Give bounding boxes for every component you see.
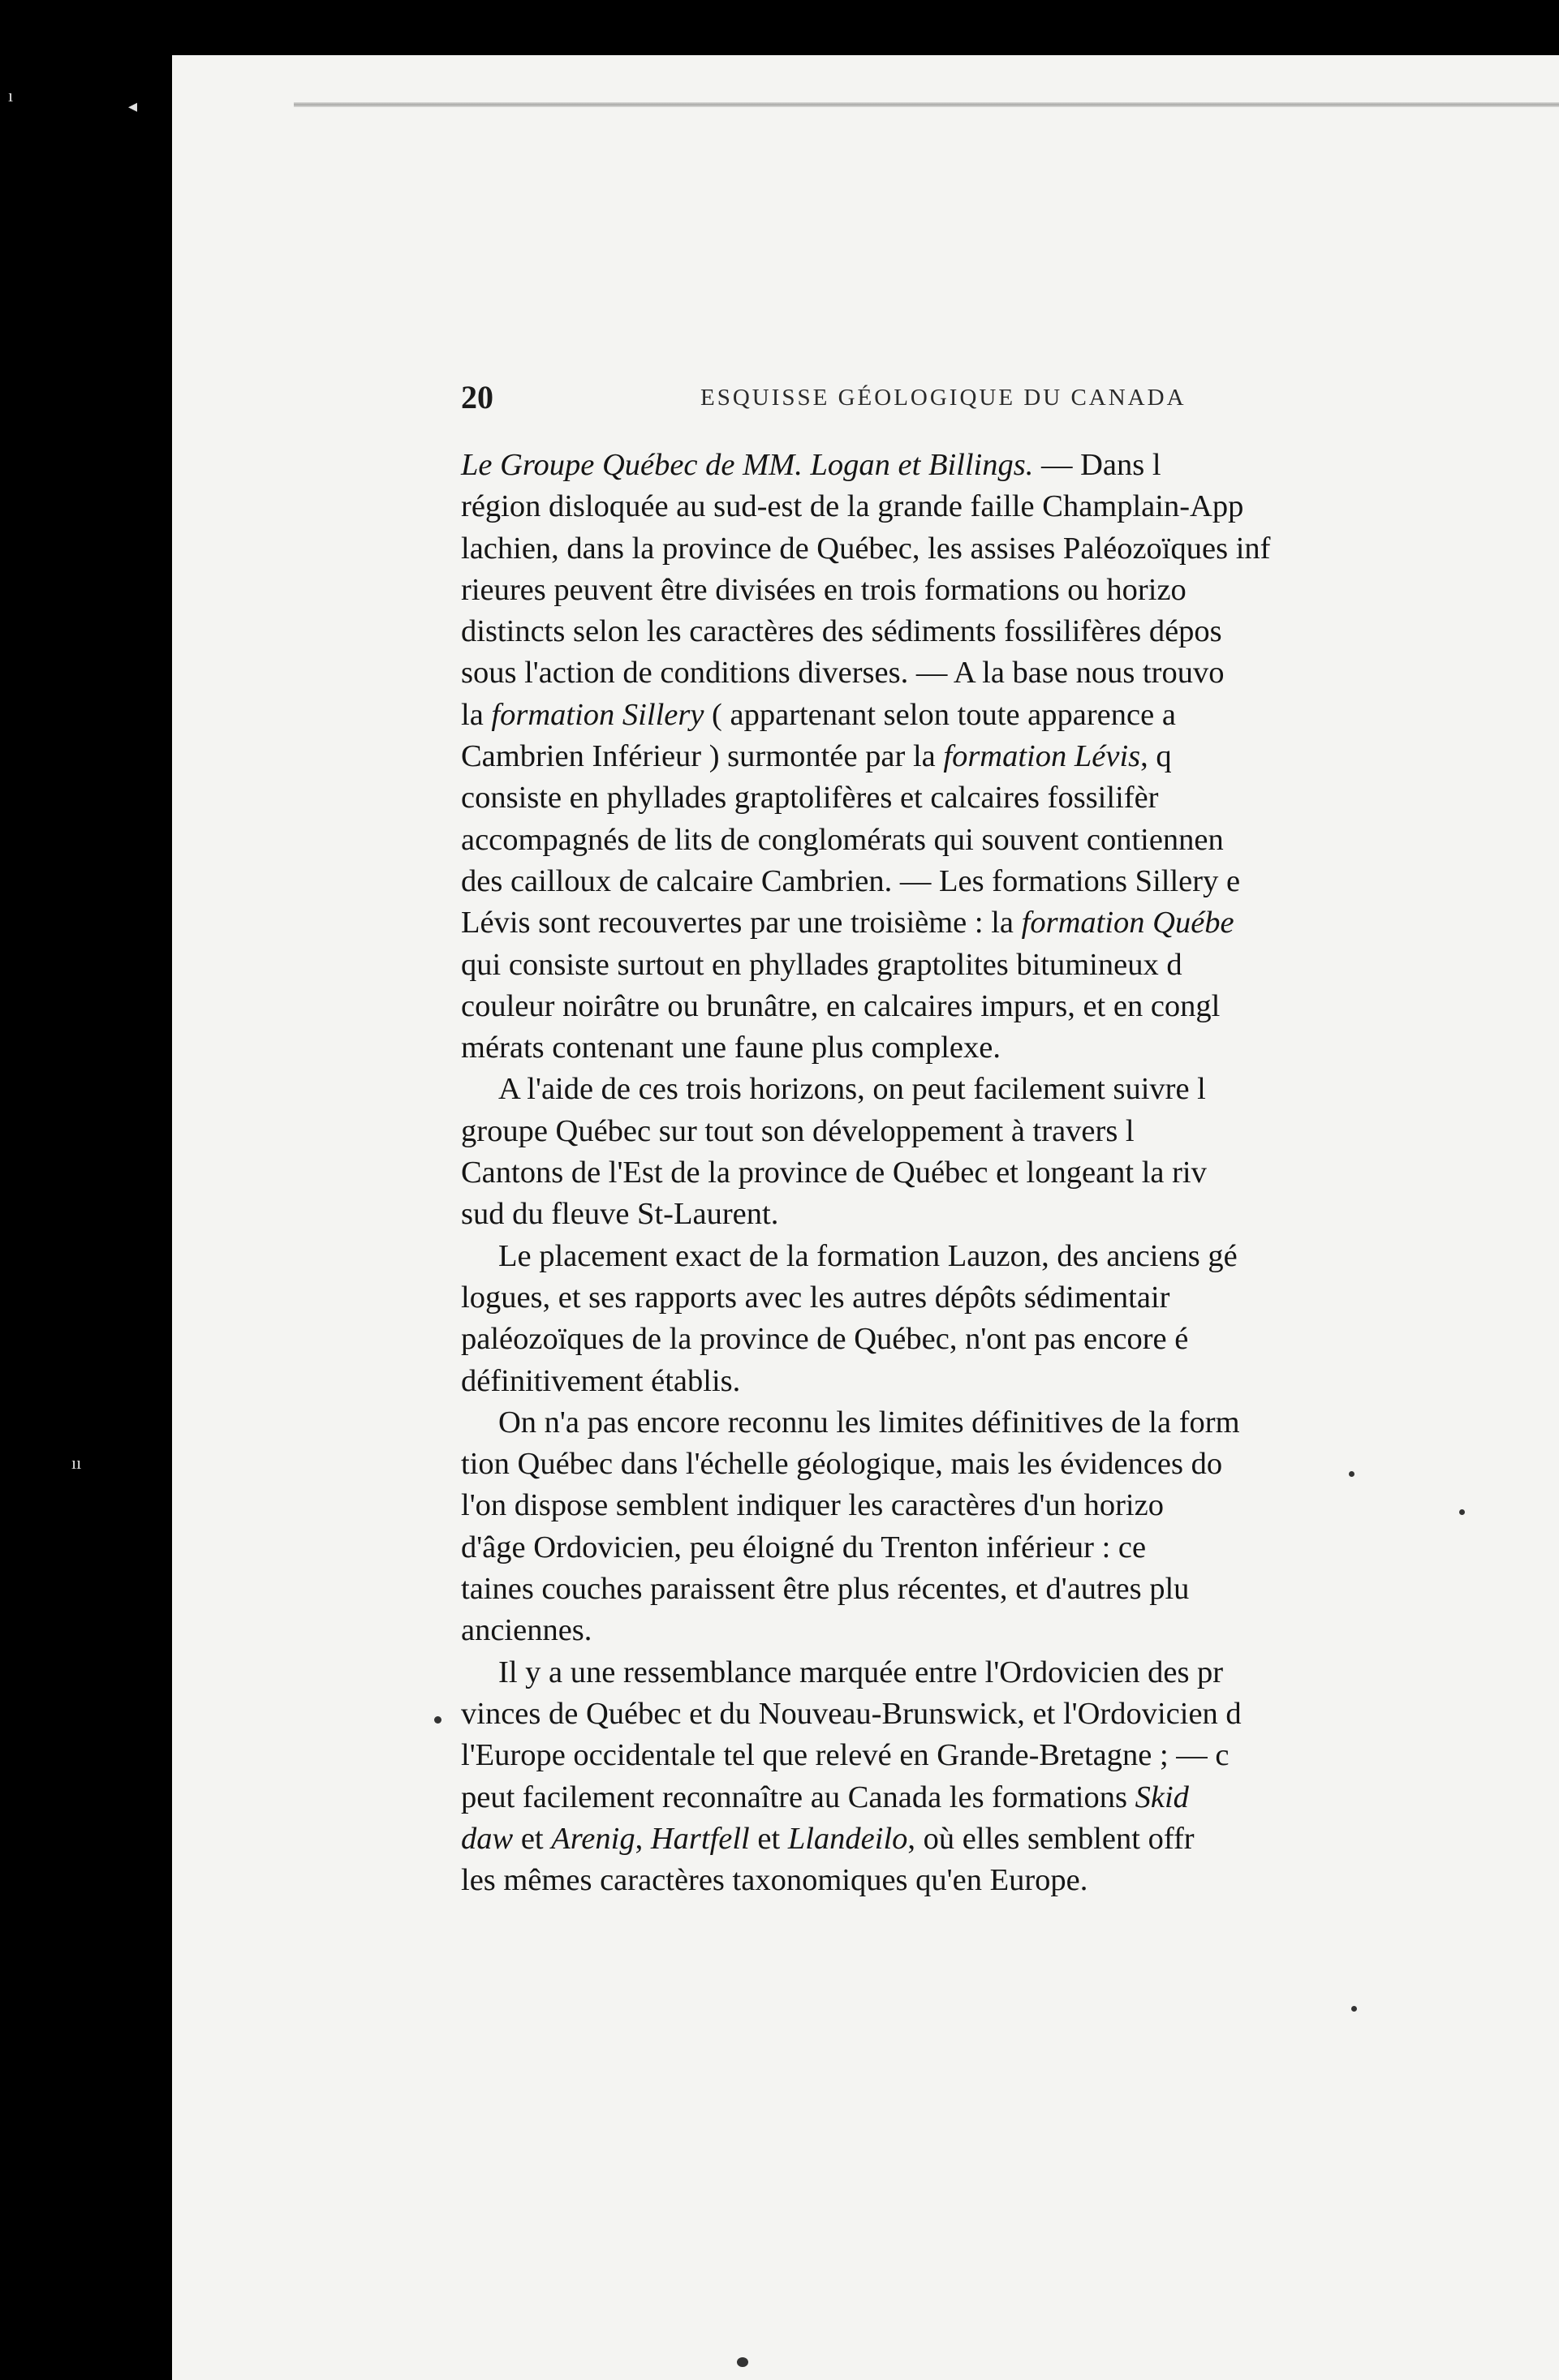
text-line	[461, 695, 1516, 736]
text-line	[461, 777, 1516, 819]
text-segment: et	[513, 1821, 552, 1856]
text-segment: Le placement exact de la formation Lauzon, des anciens gé	[498, 1238, 1238, 1273]
text-line	[461, 528, 1516, 570]
corner-mark: ı	[8, 85, 14, 105]
print-speck	[434, 1716, 441, 1724]
text-segment: la	[461, 697, 492, 732]
page-top-rule	[294, 102, 1559, 107]
corner-mark: ıı	[71, 1453, 82, 1473]
text-segment: logues, et ses rapports avec les autres dépôts sédimentair	[461, 1280, 1170, 1315]
text-segment: anciennes.	[461, 1613, 592, 1648]
text-line	[461, 1069, 1516, 1110]
italic-text: Llandeilo	[787, 1821, 908, 1856]
text-line	[461, 1485, 1516, 1526]
text-line	[461, 570, 1516, 611]
text-segment: groupe Québec sur tout son développement à travers l	[461, 1113, 1135, 1148]
text-segment: ( appartenant selon toute apparence a	[704, 697, 1176, 732]
text-segment: mérats contenant une faune plus complexe.	[461, 1031, 1001, 1065]
text-line	[461, 1527, 1516, 1569]
text-segment: couleur noirâtre ou brunâtre, en calcaires impurs, et en congl	[461, 988, 1221, 1023]
text-segment: accompagnés de lits de conglomérats qui souvent contiennen	[461, 822, 1224, 857]
print-speck	[1459, 1509, 1465, 1515]
text-line	[461, 1361, 1516, 1402]
text-segment: Lévis sont recouvertes par une troisième : la	[461, 906, 1022, 940]
text-segment: sud du fleuve St-Laurent.	[461, 1197, 779, 1232]
text-line	[461, 736, 1516, 777]
text-segment: Cantons de l'Est de la province de Québec et longeant la riv	[461, 1156, 1207, 1190]
text-segment: des cailloux de calcaire Cambrien. — Les formations Sillery e	[461, 863, 1241, 898]
text-line	[461, 1610, 1516, 1651]
text-segment: lachien, dans la province de Québec, les assises Paléozoïques inf	[461, 531, 1271, 566]
text-segment: rieures peuvent être divisées en trois formations ou horizo	[461, 572, 1186, 607]
text-segment: tion Québec dans l'échelle géologique, mais les évidences do	[461, 1447, 1223, 1482]
text-segment: , où elles semblent offr	[907, 1821, 1195, 1856]
text-segment: On n'a pas encore reconnu les limites définitives de la form	[498, 1405, 1240, 1440]
text-segment: peut facilement reconnaître au Canada les formations	[461, 1780, 1135, 1814]
text-segment: qui consiste surtout en phyllades graptolites bitumineux d	[461, 947, 1182, 982]
corner-mark: ◂	[128, 96, 138, 116]
text-line	[461, 1818, 1516, 1860]
text-line	[461, 1402, 1516, 1444]
italic-text: formation Québe	[1021, 906, 1234, 940]
text-segment: paléozoïques de la province de Québec, n'ont pas encore é	[461, 1322, 1189, 1357]
text-segment: région disloquée au sud-est de la grande faille Champlain-App	[461, 489, 1244, 524]
text-segment: les mêmes caractères taxonomiques qu'en Europe.	[461, 1863, 1088, 1898]
text-segment: — Dans l	[1033, 448, 1161, 482]
body-text	[461, 445, 1516, 1901]
text-segment: Cambrien Inférieur ) surmontée par la	[461, 739, 944, 774]
italic-text: formation Lévis	[943, 739, 1141, 774]
text-line	[461, 945, 1516, 986]
text-segment: distincts selon les caractères des sédiments fossilifères dépos	[461, 614, 1222, 649]
text-line	[461, 611, 1516, 652]
italic-text: daw	[461, 1821, 514, 1856]
text-line	[461, 1694, 1516, 1735]
text-line	[461, 652, 1516, 694]
italic-text: Hartfell	[650, 1821, 750, 1856]
text-segment: taines couches paraissent être plus récentes, et d'autres plu	[461, 1572, 1190, 1607]
text-segment: d'âge Ordovicien, peu éloigné du Trenton inférieur : ce	[461, 1530, 1147, 1564]
text-segment: l'Europe occidentale tel que relevé en Grande-Bretagne ; — c	[461, 1738, 1230, 1773]
text-line	[461, 1735, 1516, 1776]
text-line	[461, 1652, 1516, 1694]
text-line	[461, 1860, 1516, 1901]
italic-text: Arenig	[551, 1821, 635, 1856]
text-line	[461, 1444, 1516, 1485]
text-line	[461, 986, 1516, 1027]
text-segment: l'on dispose semblent indiquer les caractères d'un horizo	[461, 1488, 1164, 1523]
text-segment: A l'aide de ces trois horizons, on peut facilement suivre l	[498, 1072, 1206, 1107]
text-line	[461, 1111, 1516, 1152]
italic-text: Skid	[1135, 1780, 1189, 1814]
text-segment: , q	[1140, 739, 1172, 774]
text-line	[461, 1194, 1516, 1235]
text-segment: définitivement établis.	[461, 1363, 741, 1398]
print-speck	[737, 2357, 748, 2367]
italic-text: Le Groupe Québec de MM. Logan et Billings.	[461, 448, 1034, 482]
text-segment: et	[749, 1821, 788, 1856]
text-line	[461, 445, 1516, 486]
text-segment: Il y a une ressemblance marquée entre l'Ordovicien des pr	[498, 1655, 1224, 1689]
page-number: 20	[461, 379, 493, 415]
text-line	[461, 1569, 1516, 1610]
text-line	[461, 902, 1516, 944]
running-title: ESQUISSE GÉOLOGIQUE DU CANADA	[700, 385, 1186, 411]
print-speck	[1351, 2006, 1357, 2012]
text-segment: ,	[635, 1821, 651, 1856]
text-segment: vinces de Québec et du Nouveau-Brunswick, et l'Ordovicien d	[461, 1696, 1242, 1731]
text-line	[461, 1236, 1516, 1277]
text-line	[461, 1319, 1516, 1360]
text-line	[461, 861, 1516, 902]
text-line	[461, 820, 1516, 861]
print-speck	[1349, 1471, 1354, 1477]
text-segment: sous l'action de conditions diverses. — A la base nous trouvo	[461, 656, 1225, 691]
page-header	[461, 378, 1435, 427]
text-segment: consiste en phyllades graptolifères et calcaires fossilifèr	[461, 781, 1159, 816]
italic-text: formation Sillery	[491, 697, 704, 732]
text-line	[461, 1277, 1516, 1319]
text-line	[461, 1152, 1516, 1194]
text-line	[461, 1027, 1516, 1069]
text-line	[461, 486, 1516, 527]
text-line	[461, 1777, 1516, 1818]
